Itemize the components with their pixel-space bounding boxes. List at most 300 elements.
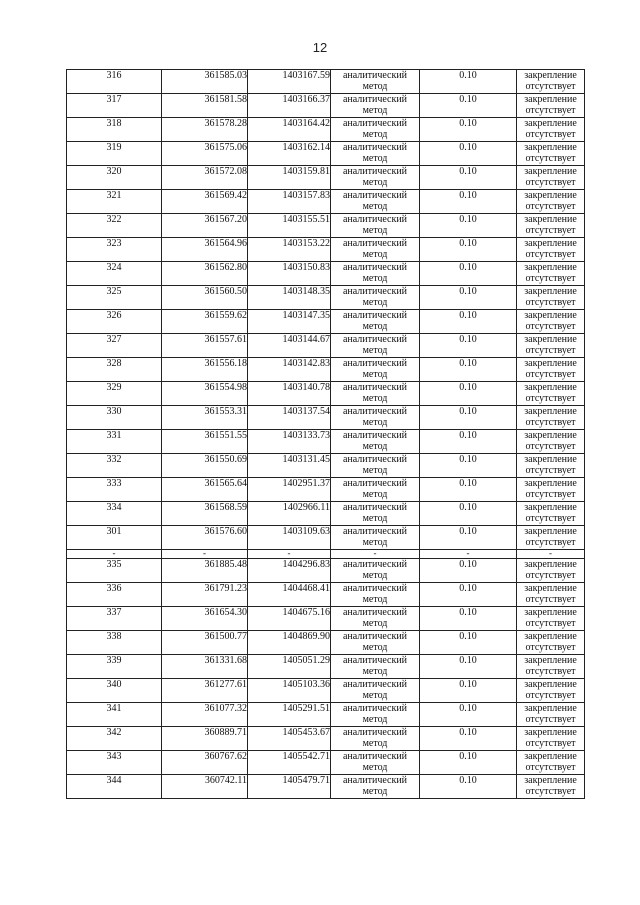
method-cell bbox=[331, 430, 420, 454]
fixing-text: закрепление bbox=[524, 454, 577, 465]
point-number-cell: 343 bbox=[67, 751, 162, 775]
method-cell bbox=[331, 775, 420, 799]
coord-x-cell: 361565.64 bbox=[162, 478, 248, 502]
accuracy-cell: 0.10 bbox=[420, 310, 517, 334]
fixing-text: закрепление bbox=[524, 166, 577, 177]
method-text: аналитический bbox=[342, 775, 408, 786]
coord-y-cell: 1404296.83 bbox=[248, 559, 331, 583]
table-row bbox=[67, 358, 585, 382]
accuracy-cell: 0.10 bbox=[420, 430, 517, 454]
fixing-text: закрепление bbox=[524, 118, 577, 129]
method-text: аналитический bbox=[342, 142, 408, 153]
separator-cell: - bbox=[517, 550, 585, 559]
coord-x-cell: 361576.60 bbox=[162, 526, 248, 550]
method-text: аналитический bbox=[342, 679, 408, 690]
table-row bbox=[67, 478, 585, 502]
coord-y-cell: 1405103.36 bbox=[248, 679, 331, 703]
accuracy-cell: 0.10 bbox=[420, 607, 517, 631]
accuracy-cell: 0.10 bbox=[420, 478, 517, 502]
point-number-cell: 329 bbox=[67, 382, 162, 406]
method-text: аналитический bbox=[342, 238, 408, 249]
fixing-text: отсутствует bbox=[525, 153, 576, 164]
method-cell bbox=[331, 214, 420, 238]
fixing-text: закрепление bbox=[524, 190, 577, 201]
separator-cell: - bbox=[420, 550, 517, 559]
point-number-cell: 330 bbox=[67, 406, 162, 430]
table-row bbox=[67, 406, 585, 430]
method-cell bbox=[331, 751, 420, 775]
method-cell bbox=[331, 238, 420, 262]
table-row bbox=[67, 454, 585, 478]
table-row bbox=[67, 559, 585, 583]
fixing-text: закрепление bbox=[524, 631, 577, 642]
method-text: аналитический bbox=[342, 94, 408, 105]
method-text: аналитический bbox=[342, 310, 408, 321]
method-text: метод bbox=[362, 273, 388, 284]
fixing-cell bbox=[517, 430, 585, 454]
fixing-text: закрепление bbox=[524, 583, 577, 594]
fixing-cell bbox=[517, 607, 585, 631]
method-cell bbox=[331, 358, 420, 382]
accuracy-cell: 0.10 bbox=[420, 262, 517, 286]
coord-y-cell: 1403155.51 bbox=[248, 214, 331, 238]
fixing-text: отсутствует bbox=[525, 321, 576, 332]
accuracy-cell: 0.10 bbox=[420, 382, 517, 406]
fixing-cell bbox=[517, 406, 585, 430]
fixing-cell bbox=[517, 382, 585, 406]
fixing-text: закрепление bbox=[524, 751, 577, 762]
method-text: метод bbox=[362, 129, 388, 140]
point-number-cell: 336 bbox=[67, 583, 162, 607]
separator-cell: - bbox=[248, 550, 331, 559]
coord-x-cell: 361885.48 bbox=[162, 559, 248, 583]
method-text: аналитический bbox=[342, 286, 408, 297]
point-number-cell: 324 bbox=[67, 262, 162, 286]
coord-x-cell: 361077.32 bbox=[162, 703, 248, 727]
coord-y-cell: 1405542.71 bbox=[248, 751, 331, 775]
fixing-text: отсутствует bbox=[525, 225, 576, 236]
fixing-cell bbox=[517, 286, 585, 310]
fixing-text: отсутствует bbox=[525, 762, 576, 773]
coord-x-cell: 361791.23 bbox=[162, 583, 248, 607]
method-text: метод bbox=[362, 441, 388, 452]
point-number-cell: 317 bbox=[67, 94, 162, 118]
method-cell bbox=[331, 526, 420, 550]
accuracy-cell: 0.10 bbox=[420, 454, 517, 478]
method-text: метод bbox=[362, 417, 388, 428]
method-text: метод bbox=[362, 762, 388, 773]
coord-x-cell: 360742.11 bbox=[162, 775, 248, 799]
fixing-cell bbox=[517, 775, 585, 799]
point-number-cell: 341 bbox=[67, 703, 162, 727]
accuracy-cell: 0.10 bbox=[420, 502, 517, 526]
point-number-cell: 344 bbox=[67, 775, 162, 799]
fixing-text: отсутствует bbox=[525, 537, 576, 548]
coord-x-cell: 360889.71 bbox=[162, 727, 248, 751]
fixing-text: закрепление bbox=[524, 70, 577, 81]
fixing-text: закрепление bbox=[524, 310, 577, 321]
method-cell bbox=[331, 190, 420, 214]
separator-row bbox=[67, 550, 585, 559]
table-row bbox=[67, 382, 585, 406]
fixing-cell bbox=[517, 262, 585, 286]
coord-y-cell: 1403137.54 bbox=[248, 406, 331, 430]
coord-y-cell: 1405051.29 bbox=[248, 655, 331, 679]
coord-x-cell: 361331.68 bbox=[162, 655, 248, 679]
fixing-text: закрепление bbox=[524, 382, 577, 393]
fixing-text: закрепление bbox=[524, 238, 577, 249]
method-text: метод bbox=[362, 249, 388, 260]
coord-y-cell: 1405479.71 bbox=[248, 775, 331, 799]
point-number-cell: 331 bbox=[67, 430, 162, 454]
fixing-cell bbox=[517, 238, 585, 262]
method-cell bbox=[331, 607, 420, 631]
fixing-cell bbox=[517, 190, 585, 214]
fixing-text: отсутствует bbox=[525, 393, 576, 404]
table-row bbox=[67, 286, 585, 310]
fixing-text: отсутствует bbox=[525, 738, 576, 749]
table-row bbox=[67, 775, 585, 799]
coord-y-cell: 1403144.67 bbox=[248, 334, 331, 358]
coord-y-cell: 1403162.14 bbox=[248, 142, 331, 166]
coord-y-cell: 1405453.67 bbox=[248, 727, 331, 751]
separator-cell: - bbox=[331, 550, 420, 559]
fixing-text: закрепление bbox=[524, 703, 577, 714]
point-number-cell: 301 bbox=[67, 526, 162, 550]
coord-y-cell: 1404869.90 bbox=[248, 631, 331, 655]
table-row bbox=[67, 262, 585, 286]
table-row bbox=[67, 655, 585, 679]
fixing-text: закрепление bbox=[524, 607, 577, 618]
fixing-cell bbox=[517, 310, 585, 334]
coord-x-cell: 361556.18 bbox=[162, 358, 248, 382]
accuracy-cell: 0.10 bbox=[420, 70, 517, 94]
point-number-cell: 332 bbox=[67, 454, 162, 478]
method-text: аналитический bbox=[342, 454, 408, 465]
coord-x-cell: 361551.55 bbox=[162, 430, 248, 454]
method-cell bbox=[331, 94, 420, 118]
method-text: аналитический bbox=[342, 166, 408, 177]
point-number-cell: 327 bbox=[67, 334, 162, 358]
fixing-text: отсутствует bbox=[525, 714, 576, 725]
coord-y-cell: 1403142.83 bbox=[248, 358, 331, 382]
method-cell bbox=[331, 406, 420, 430]
accuracy-cell: 0.10 bbox=[420, 406, 517, 430]
method-cell bbox=[331, 382, 420, 406]
coord-x-cell: 361557.61 bbox=[162, 334, 248, 358]
accuracy-cell: 0.10 bbox=[420, 286, 517, 310]
fixing-text: отсутствует bbox=[525, 441, 576, 452]
coord-x-cell: 361500.77 bbox=[162, 631, 248, 655]
fixing-cell bbox=[517, 655, 585, 679]
fixing-text: закрепление bbox=[524, 559, 577, 570]
method-cell bbox=[331, 310, 420, 334]
method-text: метод bbox=[362, 105, 388, 116]
fixing-text: закрепление bbox=[524, 334, 577, 345]
table-row bbox=[67, 214, 585, 238]
table-row bbox=[67, 118, 585, 142]
table-row bbox=[67, 190, 585, 214]
fixing-text: закрепление bbox=[524, 502, 577, 513]
fixing-text: закрепление bbox=[524, 526, 577, 537]
method-cell bbox=[331, 334, 420, 358]
method-text: аналитический bbox=[342, 358, 408, 369]
point-number-cell: 334 bbox=[67, 502, 162, 526]
point-number-cell: 322 bbox=[67, 214, 162, 238]
method-cell bbox=[331, 727, 420, 751]
accuracy-cell: 0.10 bbox=[420, 655, 517, 679]
fixing-text: отсутствует bbox=[525, 345, 576, 356]
coord-y-cell: 1403131.45 bbox=[248, 454, 331, 478]
fixing-text: отсутствует bbox=[525, 594, 576, 605]
method-text: аналитический bbox=[342, 262, 408, 273]
method-cell bbox=[331, 142, 420, 166]
fixing-text: отсутствует bbox=[525, 666, 576, 677]
coord-x-cell: 361562.80 bbox=[162, 262, 248, 286]
method-text: метод bbox=[362, 153, 388, 164]
fixing-text: закрепление bbox=[524, 775, 577, 786]
accuracy-cell: 0.10 bbox=[420, 334, 517, 358]
method-text: метод bbox=[362, 666, 388, 677]
method-text: метод bbox=[362, 177, 388, 188]
accuracy-cell: 0.10 bbox=[420, 631, 517, 655]
fixing-cell bbox=[517, 751, 585, 775]
point-number-cell: 316 bbox=[67, 70, 162, 94]
fixing-text: отсутствует bbox=[525, 786, 576, 797]
method-text: метод bbox=[362, 570, 388, 581]
method-text: метод bbox=[362, 465, 388, 476]
method-text: аналитический bbox=[342, 430, 408, 441]
method-text: аналитический bbox=[342, 751, 408, 762]
method-cell bbox=[331, 70, 420, 94]
fixing-text: отсутствует bbox=[525, 249, 576, 260]
coord-x-cell: 361277.61 bbox=[162, 679, 248, 703]
table-row bbox=[67, 607, 585, 631]
fixing-text: закрепление bbox=[524, 679, 577, 690]
method-text: метод bbox=[362, 225, 388, 236]
method-cell bbox=[331, 166, 420, 190]
accuracy-cell: 0.10 bbox=[420, 559, 517, 583]
fixing-text: отсутствует bbox=[525, 369, 576, 380]
point-number-cell: 333 bbox=[67, 478, 162, 502]
coord-x-cell: 361578.28 bbox=[162, 118, 248, 142]
method-text: метод bbox=[362, 81, 388, 92]
method-text: метод bbox=[362, 321, 388, 332]
accuracy-cell: 0.10 bbox=[420, 727, 517, 751]
table-row bbox=[67, 94, 585, 118]
coord-y-cell: 1403164.42 bbox=[248, 118, 331, 142]
fixing-text: отсутствует bbox=[525, 618, 576, 629]
point-number-cell: 319 bbox=[67, 142, 162, 166]
fixing-text: отсутствует bbox=[525, 570, 576, 581]
accuracy-cell: 0.10 bbox=[420, 214, 517, 238]
coord-x-cell: 360767.62 bbox=[162, 751, 248, 775]
fixing-text: отсутствует bbox=[525, 273, 576, 284]
accuracy-cell: 0.10 bbox=[420, 526, 517, 550]
method-cell bbox=[331, 631, 420, 655]
method-text: метод bbox=[362, 537, 388, 548]
method-text: метод bbox=[362, 393, 388, 404]
coord-y-cell: 1403140.78 bbox=[248, 382, 331, 406]
accuracy-cell: 0.10 bbox=[420, 703, 517, 727]
point-number-cell: 326 bbox=[67, 310, 162, 334]
coord-y-cell: 1403153.22 bbox=[248, 238, 331, 262]
fixing-cell bbox=[517, 118, 585, 142]
table-row bbox=[67, 238, 585, 262]
coord-y-cell: 1403159.81 bbox=[248, 166, 331, 190]
fixing-text: закрепление bbox=[524, 358, 577, 369]
coord-x-cell: 361585.03 bbox=[162, 70, 248, 94]
fixing-cell bbox=[517, 727, 585, 751]
accuracy-cell: 0.10 bbox=[420, 583, 517, 607]
method-text: метод bbox=[362, 618, 388, 629]
table-row bbox=[67, 334, 585, 358]
accuracy-cell: 0.10 bbox=[420, 94, 517, 118]
fixing-text: закрепление bbox=[524, 214, 577, 225]
method-text: аналитический bbox=[342, 631, 408, 642]
table-row bbox=[67, 166, 585, 190]
fixing-cell bbox=[517, 631, 585, 655]
fixing-text: закрепление bbox=[524, 262, 577, 273]
separator-cell: - bbox=[67, 550, 162, 559]
method-text: аналитический bbox=[342, 406, 408, 417]
fixing-text: отсутствует bbox=[525, 81, 576, 92]
coord-y-cell: 1404468.41 bbox=[248, 583, 331, 607]
fixing-text: отсутствует bbox=[525, 489, 576, 500]
coord-x-cell: 361559.62 bbox=[162, 310, 248, 334]
fixing-cell bbox=[517, 94, 585, 118]
method-cell bbox=[331, 454, 420, 478]
fixing-text: отсутствует bbox=[525, 417, 576, 428]
method-text: метод bbox=[362, 369, 388, 380]
fixing-cell bbox=[517, 454, 585, 478]
method-text: метод bbox=[362, 738, 388, 749]
coord-y-cell: 1405291.51 bbox=[248, 703, 331, 727]
fixing-cell bbox=[517, 70, 585, 94]
method-text: метод bbox=[362, 297, 388, 308]
coordinates-table-body bbox=[67, 70, 585, 799]
method-cell bbox=[331, 583, 420, 607]
method-text: аналитический bbox=[342, 70, 408, 81]
fixing-text: закрепление bbox=[524, 406, 577, 417]
table-row bbox=[67, 310, 585, 334]
method-text: аналитический bbox=[342, 727, 408, 738]
coord-y-cell: 1403133.73 bbox=[248, 430, 331, 454]
accuracy-cell: 0.10 bbox=[420, 775, 517, 799]
table-row bbox=[67, 583, 585, 607]
method-text: метод bbox=[362, 345, 388, 356]
method-cell bbox=[331, 703, 420, 727]
coord-y-cell: 1403167.59 bbox=[248, 70, 331, 94]
method-text: аналитический bbox=[342, 559, 408, 570]
fixing-text: отсутствует bbox=[525, 129, 576, 140]
method-text: метод bbox=[362, 489, 388, 500]
fixing-text: отсутствует bbox=[525, 297, 576, 308]
table-row bbox=[67, 70, 585, 94]
point-number-cell: 342 bbox=[67, 727, 162, 751]
method-text: аналитический bbox=[342, 382, 408, 393]
coord-x-cell: 361560.50 bbox=[162, 286, 248, 310]
coord-x-cell: 361572.08 bbox=[162, 166, 248, 190]
method-text: аналитический bbox=[342, 118, 408, 129]
separator-cell: - bbox=[162, 550, 248, 559]
method-text: аналитический bbox=[342, 583, 408, 594]
fixing-cell bbox=[517, 166, 585, 190]
fixing-text: закрепление bbox=[524, 478, 577, 489]
fixing-cell bbox=[517, 214, 585, 238]
coord-x-cell: 361567.20 bbox=[162, 214, 248, 238]
table-row bbox=[67, 430, 585, 454]
coord-y-cell: 1402966.11 bbox=[248, 502, 331, 526]
table-row bbox=[67, 751, 585, 775]
accuracy-cell: 0.10 bbox=[420, 142, 517, 166]
method-cell bbox=[331, 502, 420, 526]
method-text: метод bbox=[362, 690, 388, 701]
point-number-cell: 320 bbox=[67, 166, 162, 190]
coordinates-table bbox=[66, 69, 585, 799]
point-number-cell: 328 bbox=[67, 358, 162, 382]
coord-y-cell: 1403148.35 bbox=[248, 286, 331, 310]
method-text: метод bbox=[362, 594, 388, 605]
fixing-cell bbox=[517, 502, 585, 526]
point-number-cell: 339 bbox=[67, 655, 162, 679]
fixing-text: закрепление bbox=[524, 727, 577, 738]
fixing-text: отсутствует bbox=[525, 642, 576, 653]
coord-y-cell: 1402951.37 bbox=[248, 478, 331, 502]
table-row bbox=[67, 631, 585, 655]
fixing-cell bbox=[517, 703, 585, 727]
fixing-text: закрепление bbox=[524, 286, 577, 297]
method-text: аналитический bbox=[342, 214, 408, 225]
fixing-cell bbox=[517, 559, 585, 583]
coord-x-cell: 361569.42 bbox=[162, 190, 248, 214]
coord-y-cell: 1403150.83 bbox=[248, 262, 331, 286]
method-cell bbox=[331, 655, 420, 679]
method-cell bbox=[331, 118, 420, 142]
coord-x-cell: 361553.31 bbox=[162, 406, 248, 430]
fixing-cell bbox=[517, 334, 585, 358]
fixing-text: закрепление bbox=[524, 142, 577, 153]
method-text: аналитический bbox=[342, 526, 408, 537]
table-row bbox=[67, 142, 585, 166]
table-row bbox=[67, 727, 585, 751]
method-text: аналитический bbox=[342, 502, 408, 513]
point-number-cell: 323 bbox=[67, 238, 162, 262]
coord-x-cell: 361554.98 bbox=[162, 382, 248, 406]
method-cell bbox=[331, 262, 420, 286]
method-text: аналитический bbox=[342, 334, 408, 345]
coord-y-cell: 1404675.16 bbox=[248, 607, 331, 631]
table-row bbox=[67, 679, 585, 703]
coord-y-cell: 1403157.83 bbox=[248, 190, 331, 214]
table-row bbox=[67, 703, 585, 727]
method-text: аналитический bbox=[342, 190, 408, 201]
fixing-text: закрепление bbox=[524, 655, 577, 666]
coord-y-cell: 1403166.37 bbox=[248, 94, 331, 118]
point-number-cell: 337 bbox=[67, 607, 162, 631]
point-number-cell: 338 bbox=[67, 631, 162, 655]
fixing-text: отсутствует bbox=[525, 177, 576, 188]
coord-x-cell: 361564.96 bbox=[162, 238, 248, 262]
fixing-text: отсутствует bbox=[525, 465, 576, 476]
method-text: аналитический bbox=[342, 703, 408, 714]
table-row bbox=[67, 526, 585, 550]
coord-y-cell: 1403147.35 bbox=[248, 310, 331, 334]
method-cell bbox=[331, 679, 420, 703]
point-number-cell: 335 bbox=[67, 559, 162, 583]
fixing-text: закрепление bbox=[524, 94, 577, 105]
method-cell bbox=[331, 286, 420, 310]
